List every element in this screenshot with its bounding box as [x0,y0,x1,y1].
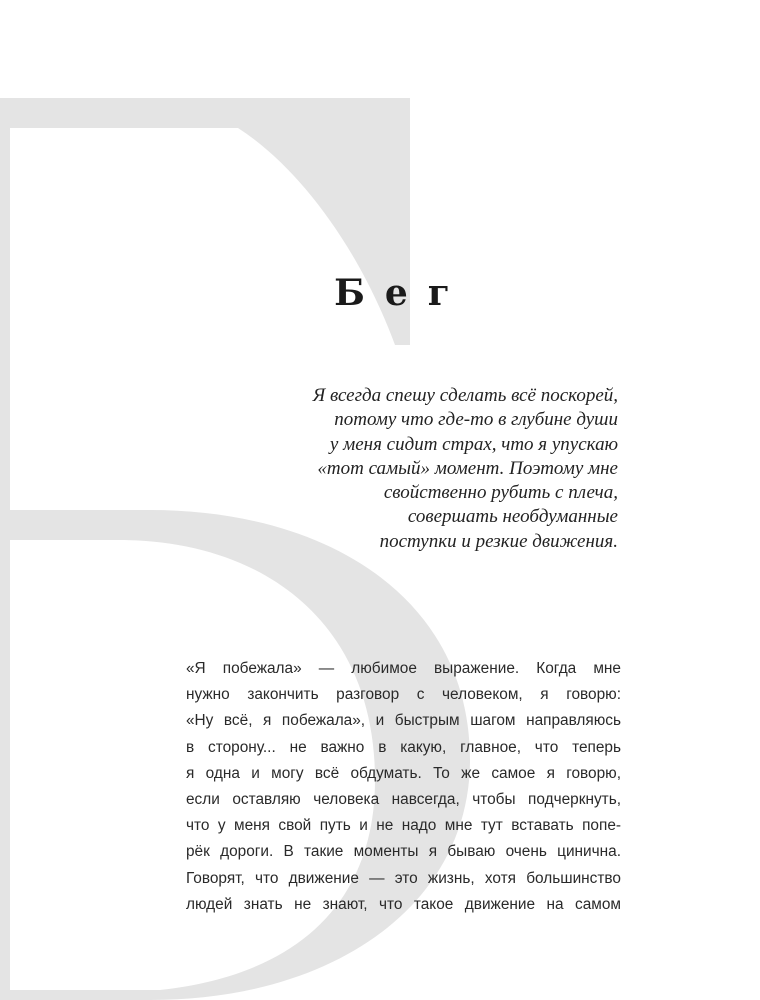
body-line: людей знать не знают, что такое движение на самом [186,895,621,913]
epigraph-line: поступки и резкие движения. [379,530,618,552]
chapter-title: Бег [334,272,470,314]
body-line: «Ну всё, я побежала», и быстрым шагом направляюсь [186,712,621,730]
body-line: «Я побежала» — любимое выражение. Когда мне [186,660,621,677]
epigraph-line: потому что где-то в глубине души [334,409,618,431]
epigraph-line: свойственно рубить с плеча, [383,482,618,504]
epigraph [238,384,618,554]
decorative-letter-stem [0,98,10,1000]
epigraph-line: Я всегда спешу сделать всё поскорей, [312,385,618,406]
body-line: я одна и могу всё обдумать. То же самое я говорю, [186,764,621,782]
body-paragraph [186,656,621,918]
body-line: рёк дороги. В такие моменты я бываю очень цинична. [186,843,621,861]
body-line: нужно закончить разговор с человеком, я говорю: [186,686,621,704]
epigraph-line: у меня сидит страх, что я упускаю [329,433,618,455]
body-line: если оставляю человека навсегда, чтобы подчеркнуть, [186,791,621,809]
body-line: в сторону... не важно в какую, главное, что теперь [186,738,621,756]
body-line: что у меня свой путь и не надо мне тут вставать попе- [186,817,621,835]
body-line: Говорят, что движение — это жизнь, хотя большинство [186,869,621,887]
epigraph-line: совершать необдуманные [407,506,618,528]
epigraph-line: «тот самый» момент. Поэтому мне [317,457,618,479]
